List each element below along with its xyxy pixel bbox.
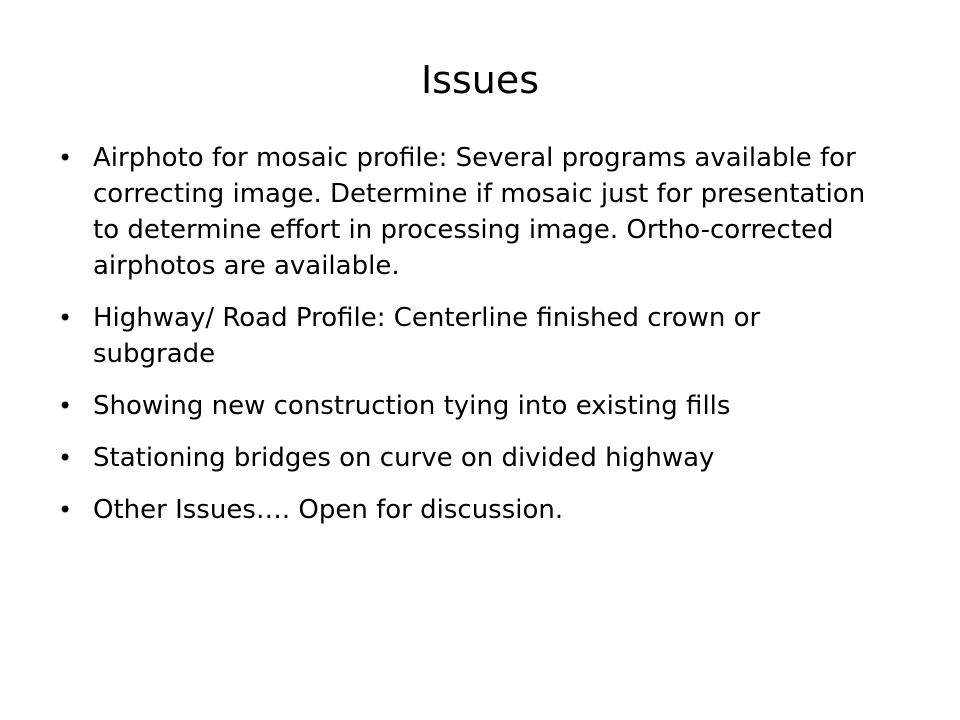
bullet-item bbox=[58, 388, 878, 424]
bullet-item bbox=[58, 440, 878, 476]
bullet-text: Airphoto for mosaic profile: Several programs available for correcting image. Determine if mosaic just for presentation to determine effort in processing image. Ortho-corrected airphotos are available. bbox=[93, 143, 866, 281]
bullet-dot-icon: • bbox=[58, 444, 73, 472]
bullet-list bbox=[58, 140, 878, 544]
slide-title: Issues bbox=[420, 58, 540, 102]
bullet-item bbox=[58, 140, 878, 284]
bullet-item bbox=[58, 492, 878, 528]
bullet-item bbox=[58, 300, 878, 372]
bullet-text: Showing new construction tying into existing fills bbox=[93, 391, 731, 421]
bullet-text: Highway/ Road Profile: Centerline finished crown or subgrade bbox=[93, 303, 761, 369]
bullet-text: Stationing bridges on curve on divided highway bbox=[93, 443, 715, 473]
bullet-dot-icon: • bbox=[58, 144, 73, 172]
bullet-dot-icon: • bbox=[58, 496, 73, 524]
bullet-dot-icon: • bbox=[58, 304, 73, 332]
bullet-dot-icon: • bbox=[58, 392, 73, 420]
bullet-text: Other Issues…. Open for discussion. bbox=[93, 495, 564, 525]
